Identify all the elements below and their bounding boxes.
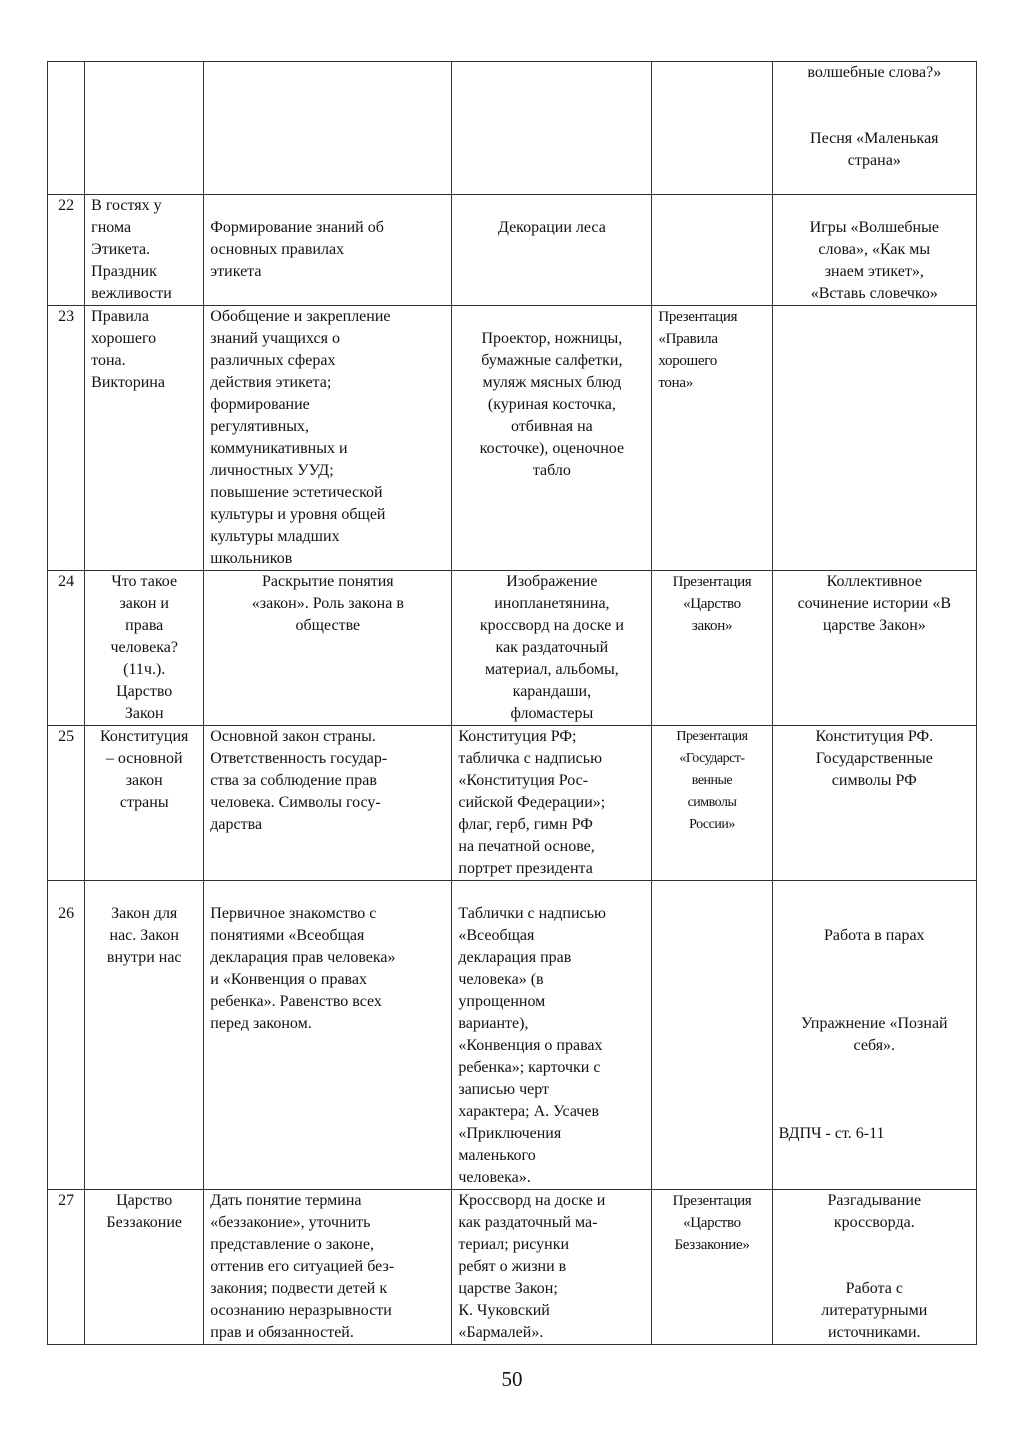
lesson-goal: Первичное знакомство с понятиями «Всеобщая декларация прав человека» и «Конвенция о правах ребенка». Равенство всех перед законом.	[204, 881, 452, 1190]
lesson-goal: Формирование знаний об основных правилах этикета	[204, 195, 452, 306]
lesson-goal: Дать понятие термина «беззаконие», уточнить представление о законе, оттенив его ситуацией без- закония; подвести детей к осознанию неразрывности прав и обязанностей.	[204, 1190, 452, 1345]
row-number	[48, 62, 85, 195]
table-row	[48, 881, 977, 1190]
lesson-equipment: Изображение инопланетянина, кроссворд на доске и как раздаточный материал, альбомы, карандаши, фломастеры	[452, 571, 652, 726]
row-number: 24	[48, 571, 85, 726]
lesson-activity	[772, 881, 976, 1190]
lesson-activity: Коллективное сочинение истории «В царстве Закон»	[772, 571, 976, 726]
lesson-equipment: Кроссворд на доске и как раздаточный ма- териал; рисунки ребят о жизни в царстве Закон; К. Чуковский «Бармалей».	[452, 1190, 652, 1345]
lesson-equipment: Проектор, ножницы, бумажные салфетки, муляж мясных блюд (куриная косточка, отбивная на косточке), оценочное табло	[452, 306, 652, 571]
lesson-goal	[204, 62, 452, 195]
lesson-activity: Игры «Волшебные слова», «Как мы знаем этикет», «Вставь словечко»	[772, 195, 976, 306]
lesson-equipment: Декорации леса	[452, 195, 652, 306]
lesson-presentation: Презентация «Государст- венные символы России»	[652, 726, 772, 881]
lesson-plan-table	[47, 61, 977, 1345]
activity-pairs: Работа в парах	[824, 927, 925, 944]
lesson-topic: Что такое закон и права человека? (11ч.). Царство Закон	[85, 571, 204, 726]
table-row	[48, 306, 977, 571]
row-number: 23	[48, 306, 85, 571]
table-row	[48, 726, 977, 881]
lesson-topic	[85, 62, 204, 195]
lesson-topic: Правила хорошего тона. Викторина	[85, 306, 204, 571]
table-row	[48, 1190, 977, 1345]
lesson-presentation: Презентация «Правила хорошего тона»	[652, 306, 772, 571]
table-row	[48, 195, 977, 306]
lesson-equipment: Конституция РФ; табличка с надписью «Конституция Рос- сийской Федерации»; флаг, герб, гимн РФ на печатной основе, портрет президента	[452, 726, 652, 881]
lesson-goal: Раскрытие понятия «закон». Роль закона в обществе	[204, 571, 452, 726]
lesson-presentation: Презентация «Царство Беззаконие»	[652, 1190, 772, 1345]
row-number: 27	[48, 1190, 85, 1345]
lesson-activity: Конституция РФ. Государственные символы РФ	[772, 726, 976, 881]
lesson-activity: волшебные слова?» Песня «Маленькая страна»	[772, 62, 976, 195]
lesson-presentation: Презентация «Царство закон»	[652, 571, 772, 726]
table-row	[48, 571, 977, 726]
lesson-presentation	[652, 881, 772, 1190]
lesson-presentation	[652, 195, 772, 306]
lesson-goal: Основной закон страны. Ответственность государ- ства за соблюдение прав человека. Символы госу- дарства	[204, 726, 452, 881]
page-number: 50	[501, 1367, 523, 1391]
row-number: 25	[48, 726, 85, 881]
lesson-topic: Конституция – основной закон страны	[85, 726, 204, 881]
lesson-topic: Закон для нас. Закон внутри нас	[85, 881, 204, 1190]
lesson-topic: В гостях у гнома Этикета. Праздник вежливости	[85, 195, 204, 306]
lesson-activity	[772, 306, 976, 571]
lesson-equipment	[452, 62, 652, 195]
row-number: 26	[48, 881, 85, 1190]
activity-reference: ВДПЧ - ст. 6-11	[778, 1125, 885, 1142]
lesson-presentation	[652, 62, 772, 195]
lesson-activity: Разгадывание кроссворда. Работа с литературными источниками.	[772, 1190, 976, 1345]
lesson-topic: Царство Беззаконие	[85, 1190, 204, 1345]
activity-exercise: Упражнение «Познай себя».	[800, 1015, 948, 1054]
table-row	[48, 62, 977, 195]
row-number: 22	[48, 195, 85, 306]
lesson-equipment: Таблички с надписью «Всеобщая декларация прав человека» (в упрощенном варианте), «Конвенция о правах ребенка»; карточки с записью черт характера; А. Усачев «Приключения маленького человека».	[452, 881, 652, 1190]
lesson-goal: Обобщение и закрепление знаний учащихся о различных сферах действия этикета; формирование регулятивных, коммуникативных и личностных УУД; повышение эстетической культуры и уровня общей культуры младших школьников	[204, 306, 452, 571]
